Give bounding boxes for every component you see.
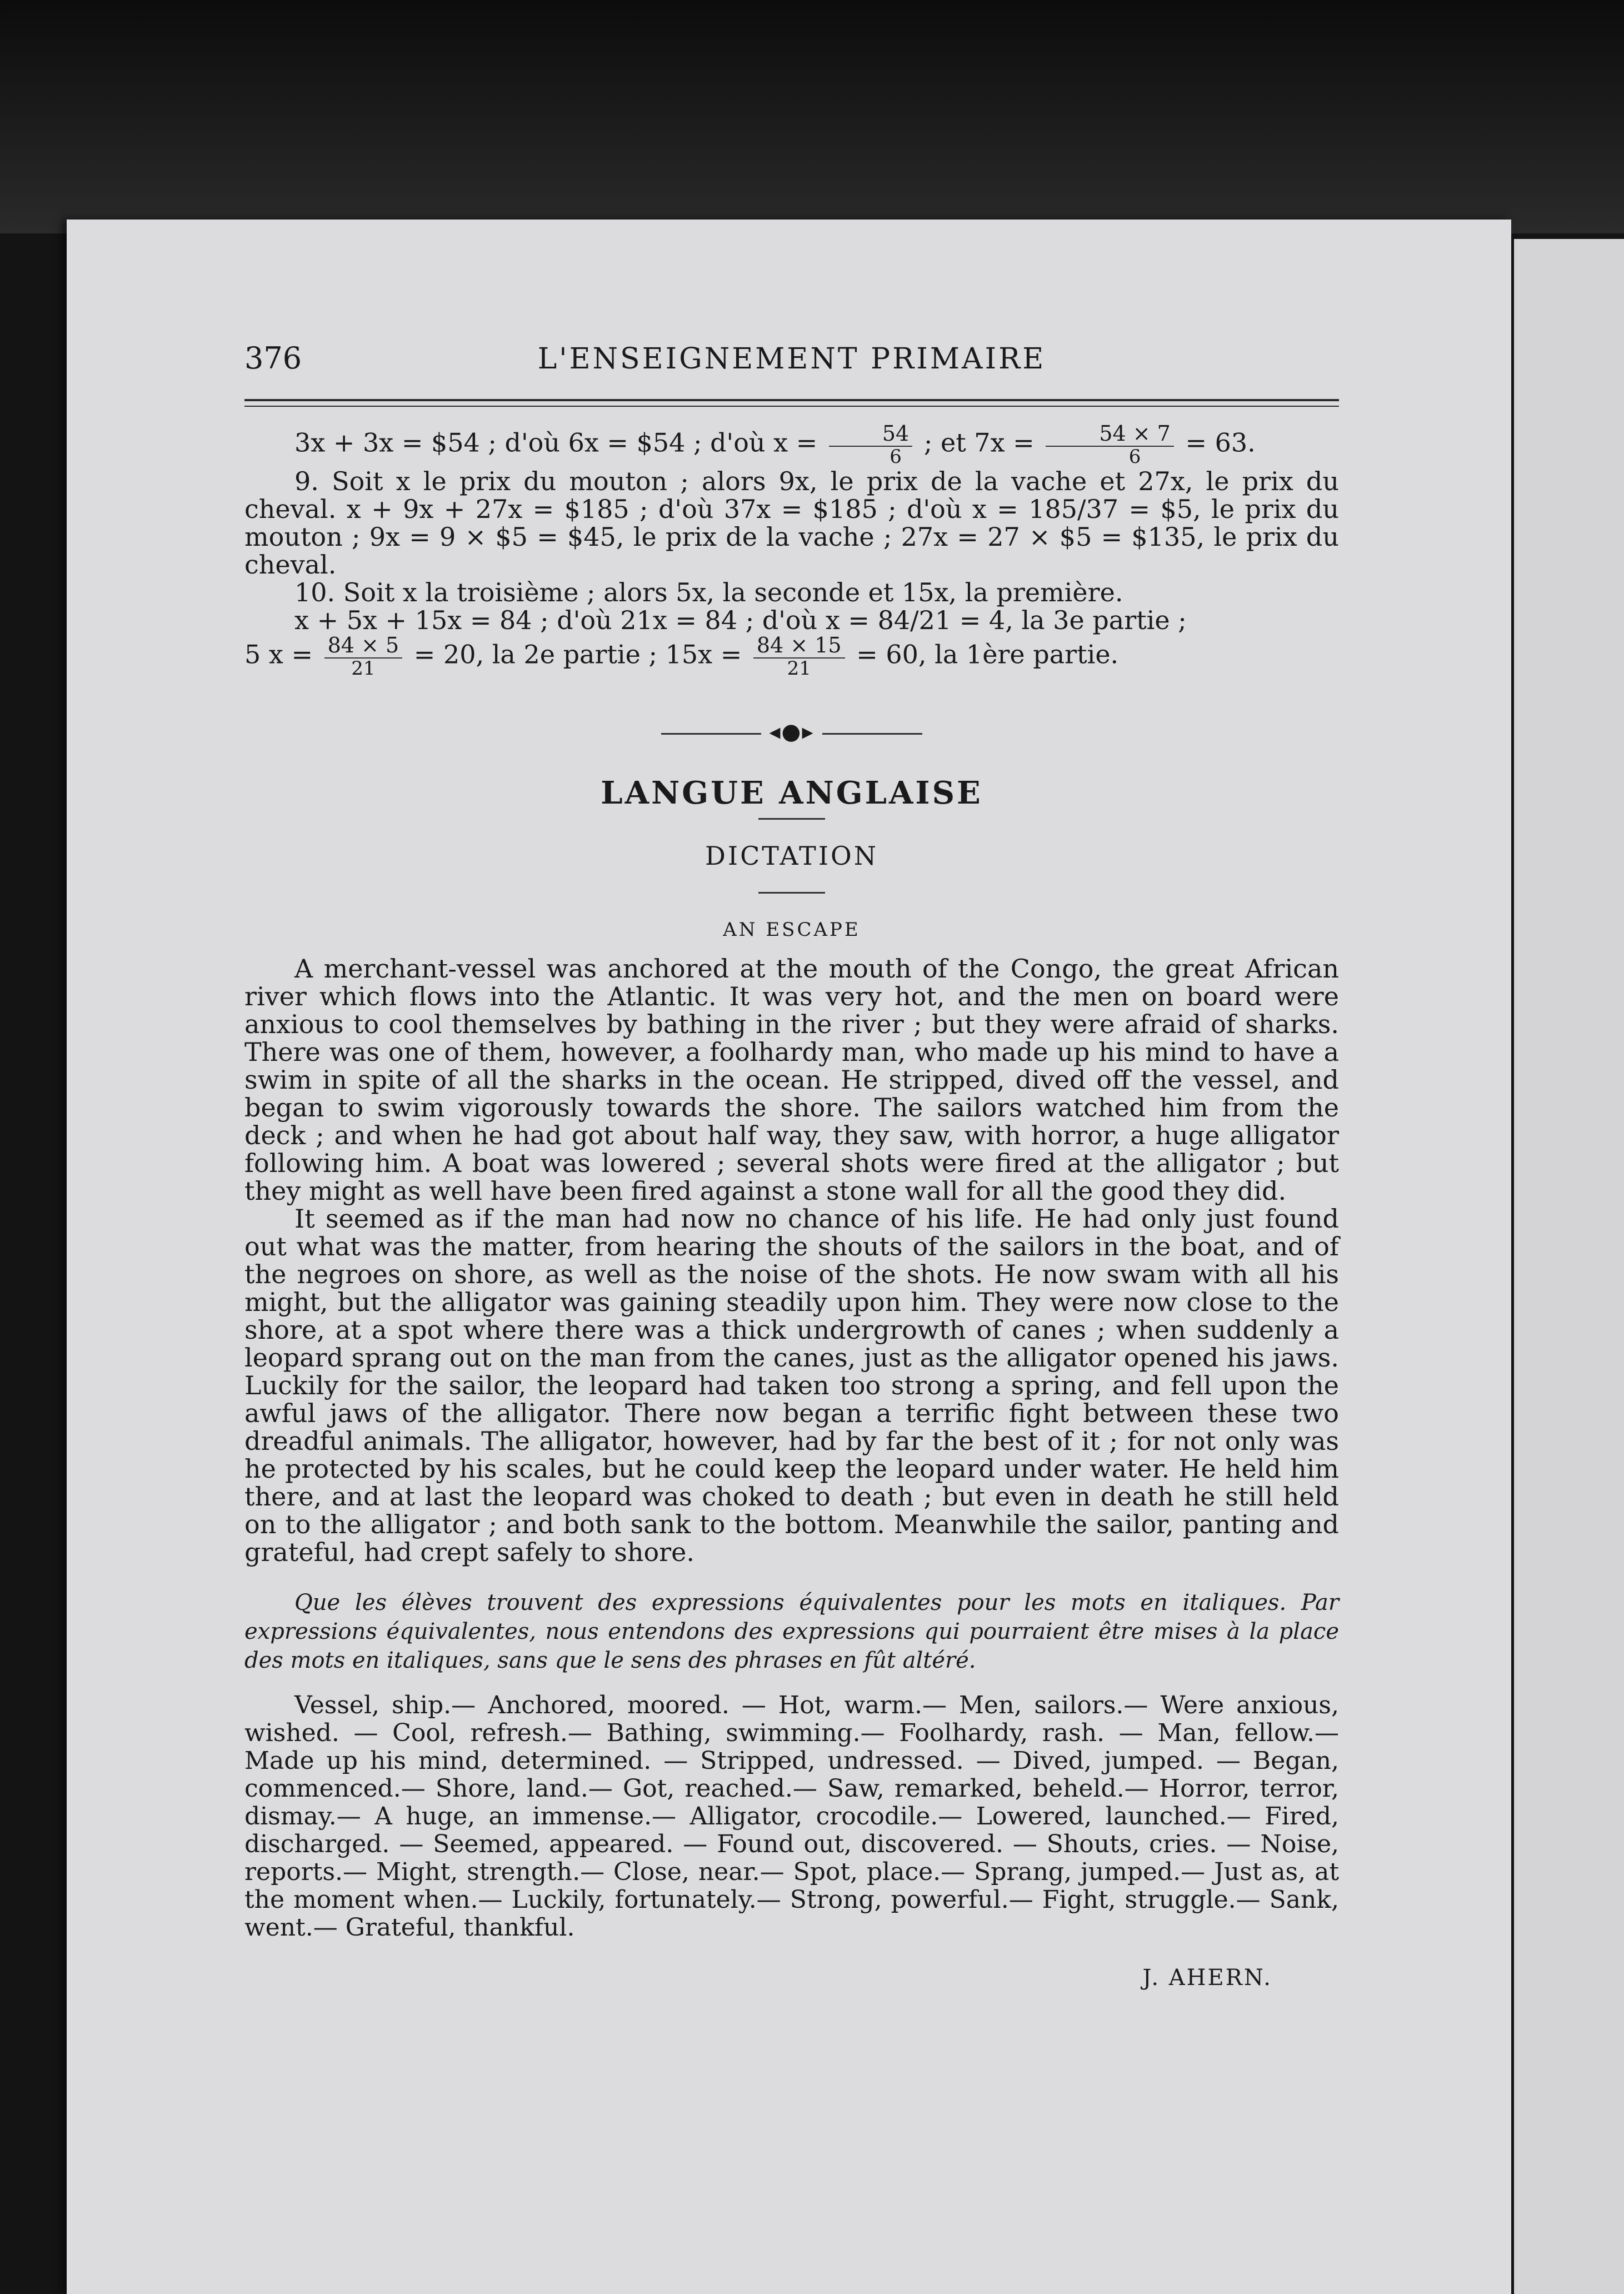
title-rule bbox=[758, 818, 825, 820]
ornament-line-left bbox=[661, 733, 761, 735]
fraction-numerator: 54 × 7 bbox=[1046, 422, 1174, 447]
scan-background bbox=[0, 0, 1624, 233]
fraction-denominator: 6 bbox=[890, 445, 902, 468]
math-text: = 63. bbox=[1177, 427, 1256, 458]
story-paragraph-2: It seemed as if the man had now no chance of his life. He had only just found out what was the matter, from hearing the shouts of the sailors in the boat, and of the negroes on shore, as well as the noise of the shots. He now swam with all his might, but the alligator was gaining steadily upon him. They were now close to the shore, at a spot where there was a thick undergrowth of canes ; when suddenly a leopard sprang out on the man from the canes, just as the alligator opened his jaws. Luckily for the sailor, the leopard had taken too strong a spring, and fell upon the awful jaws of the alligator. There now began a terrific fight between these two dreadful animals. The alligator, however, had by far the best of it ; for not only was he protected by his scales, but he could keep the leopard under water. He held him there, and at last the leopard was choked to death ; but even in death he still held on to the alligator ; and both sank to the bottom. Meanwhile the sailor, panting and grateful, had crept safely to shore. bbox=[244, 1204, 1339, 1568]
header-rule bbox=[244, 399, 1339, 407]
exercise-instructions: Que les élèves trouvent des expressions équivalentes pour les mots en italiques. Par expressions équivalentes, nous entendons des expressions qui pourraient être mises à la place des mots en italiques, sans que le sens des phrases en fût altéré. bbox=[244, 1590, 1339, 1674]
math-text: 3x + 3x = $54 ; d'où 6x = $54 ; d'où x = bbox=[294, 427, 826, 458]
running-title: L'ENSEIGNEMENT PRIMAIRE bbox=[537, 342, 1046, 376]
story-paragraph-1: A merchant-vessel was anchored at the mouth of the Congo, the great African river which flows into the Atlantic. It was very hot, and the men on board were anxious to cool themselves by bathing in the river ; but they were afraid of sharks. There was one of them, however, a foolhardy man, who made up his mind to have a swim in spite of all the sharks in the ocean. He stripped, dived off the vessel, and began to swim vigorously towards the shore. The sailors watched him from the deck ; and when he had got about half way, they saw, with horror, a huge alligator following him. A boat was lowered ; several shots were fired at the alligator ; but they might as well have been fired against a stone wall for all the good they did. bbox=[244, 954, 1339, 1206]
section-ornament: ◂●▸ bbox=[244, 718, 1339, 746]
fraction-denominator: 21 bbox=[351, 657, 376, 680]
page-header bbox=[244, 341, 1339, 395]
fraction bbox=[1046, 422, 1174, 467]
page-number: 376 bbox=[244, 341, 302, 376]
fraction-numerator: 84 × 15 bbox=[753, 634, 845, 659]
problem-10-results bbox=[244, 634, 1339, 679]
math-text: 5 x = bbox=[244, 639, 321, 670]
problem-9: 9. Soit x le prix du mouton ; alors 9x, le prix de la vache et 27x, le prix du cheval. x + 9x + 27x = $185 ; d'où 37x = $185 ; d'où x = 185/37 = $5, le prix du mouton ; 9x = 9 × $5 = $45, le prix de la vache ; 27x = 27 × $5 = $135, le prix du cheval. bbox=[244, 466, 1339, 580]
vocabulary-answers: Vessel, ship.— Anchored, moored. — Hot, warm.— Men, sailors.— Were anxious, wished. — Cool, refresh.— Bathing, swimming.— Foolhardy, rash. — Man, fellow.— Made up his mind, determined. — Stripped, undressed. — Dived, jumped. — Began, commenced.— Shore, land.— Got, reached.— Saw, remarked, beheld.— Horror, terror, dismay.— A huge, an immense.— Alligator, crocodile.— Lowered, launched.— Fired, discharged. — Seemed, appeared. — Found out, discovered. — Shouts, cries. — Noise, reports.— Might, strength.— Close, near.— Spot, place.— Sprang, jumped.— Just as, at the moment when.— Luckily, fortunately.— Strong, powerful.— Fight, struggle.— Sank, went.— Grateful, thankful. bbox=[244, 1691, 1339, 1942]
math-text: = 20, la 2e partie ; 15x = bbox=[406, 639, 750, 670]
fraction bbox=[829, 422, 912, 467]
story-title: AN ESCAPE bbox=[723, 919, 861, 941]
page-content bbox=[244, 341, 1339, 1992]
fraction-denominator: 21 bbox=[787, 657, 811, 680]
problem-10-intro: 10. Soit x la troisième ; alors 5x, la seconde et 15x, la première. bbox=[294, 577, 1123, 608]
section-title: LANGUE ANGLAISE bbox=[601, 775, 983, 812]
section-subtitle: DICTATION bbox=[705, 841, 878, 871]
fraction-numerator: 54 bbox=[829, 422, 912, 447]
subtitle-rule bbox=[758, 892, 825, 894]
math-line-1 bbox=[244, 422, 1339, 467]
math-text: = 60, la 1ère partie. bbox=[848, 639, 1119, 670]
ornament-line-right bbox=[822, 733, 922, 735]
facing-page-edge bbox=[1514, 239, 1624, 2294]
problem-10-equation: x + 5x + 15x = 84 ; d'où 21x = 84 ; d'où x = 84/21 = 4, la 3e partie ; bbox=[294, 605, 1187, 636]
math-text: ; et 7x = bbox=[916, 427, 1043, 458]
fraction-numerator: 84 × 5 bbox=[324, 634, 403, 659]
fraction bbox=[753, 634, 845, 679]
fraction-denominator: 6 bbox=[1128, 445, 1141, 468]
fraction bbox=[324, 634, 403, 679]
author-signature: J. AHERN. bbox=[1142, 1965, 1272, 1991]
